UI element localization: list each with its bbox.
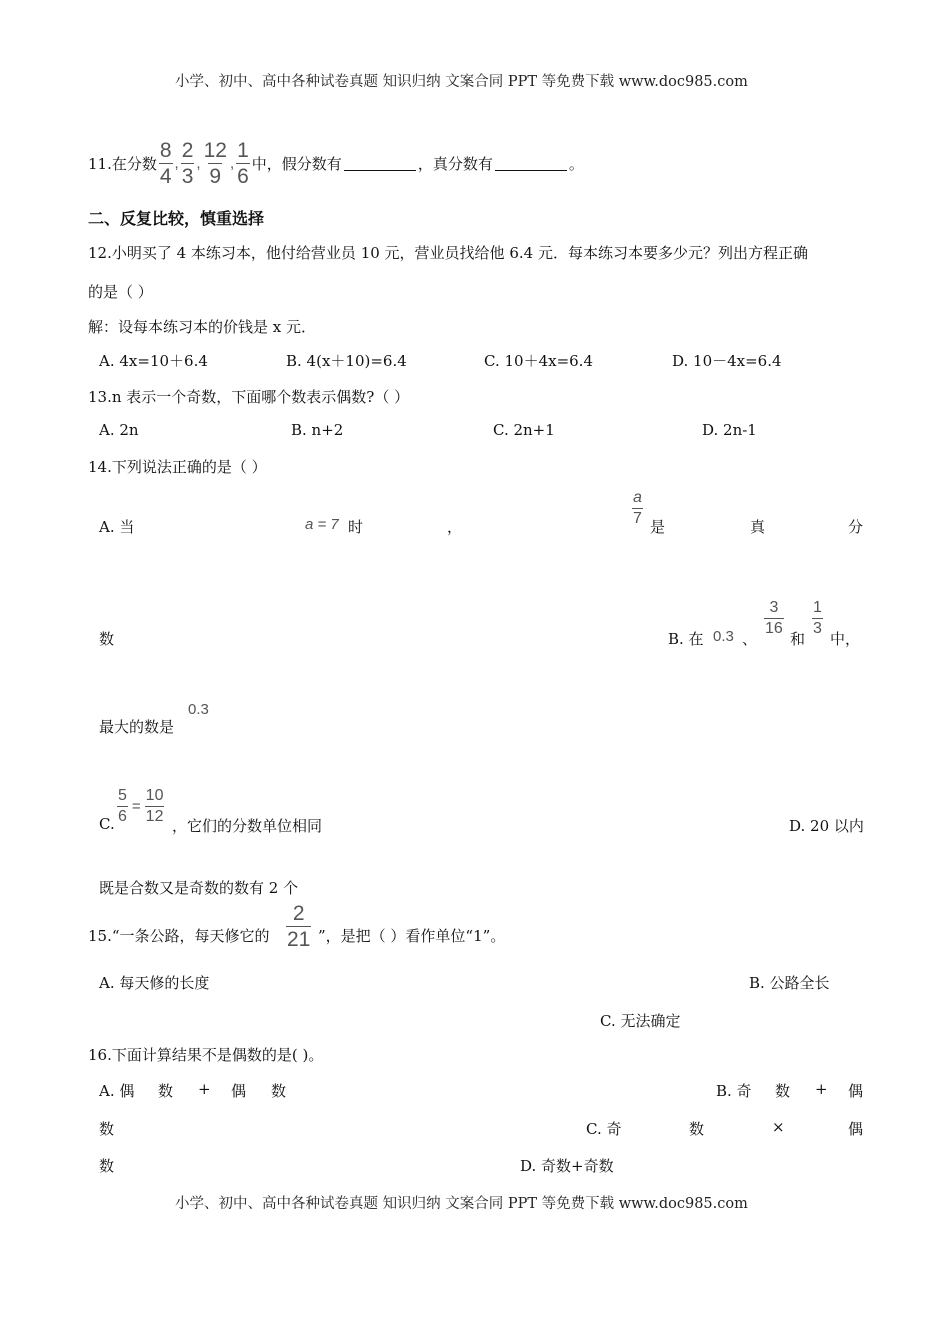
q16-a-part3: + bbox=[198, 1080, 211, 1098]
answer-blank-proper[interactable] bbox=[495, 156, 567, 171]
q16-a-part1[interactable]: A. 偶 bbox=[99, 1082, 135, 1100]
q14-c-equation bbox=[115, 788, 166, 825]
fraction-1-3: $\frac{1}{3}$ bbox=[813, 599, 822, 637]
q14-b-sep: 、 bbox=[742, 630, 758, 648]
fraction-3-16: $\frac{3}{16}$ bbox=[765, 599, 783, 637]
q15-option-a[interactable]: A. 每天修的长度 bbox=[99, 974, 210, 992]
q14-a-zhen: 真 bbox=[750, 518, 766, 536]
fraction-2-3: $\frac{2}{3}$ bbox=[181, 139, 194, 188]
q16-c-part2: 数 bbox=[689, 1120, 705, 1138]
section-title: 二、反复比较，慎重选择 bbox=[88, 209, 265, 228]
q14-b-line2: 最大的数是 bbox=[99, 718, 175, 736]
q14-c-text: ，它们的分数单位相同 bbox=[172, 817, 323, 835]
q13-option-c[interactable]: C. 2n+1 bbox=[493, 421, 555, 439]
q11-end: 。 bbox=[568, 155, 584, 173]
page-header: 小学、初中、高中各种试卷真题 知识归纳 文案合同 PPT 等免费下载 www.doc985.com bbox=[175, 74, 748, 90]
equals-sign: = bbox=[131, 798, 141, 815]
q12-solution: 解：设每本练习本的价钱是 x 元． bbox=[88, 318, 316, 336]
q14-b-mid: 中， bbox=[830, 630, 861, 648]
question-11 bbox=[88, 140, 584, 187]
q11-prefix: 11.在分数 bbox=[88, 155, 157, 173]
q14-option-d-label[interactable]: D. 20 以内 bbox=[789, 817, 864, 835]
q14-a-expr: a = 7 bbox=[305, 516, 339, 533]
q16-c-part4: 偶 bbox=[848, 1120, 864, 1138]
q15-option-b[interactable]: B. 公路全长 bbox=[749, 974, 830, 992]
q14-a-fen: 分 bbox=[848, 518, 864, 536]
q15-suffix: ”，是把（ ）看作单位“1”。 bbox=[318, 927, 506, 945]
q14-a-time: 时 bbox=[348, 518, 364, 536]
q12-stem-line2: 的是（ ） bbox=[88, 283, 153, 301]
q12-option-a[interactable]: A. 4x=10＋6.4 bbox=[99, 352, 208, 370]
q16-c-part3: × bbox=[772, 1118, 785, 1136]
q11-mid2: ，真分数有 bbox=[417, 155, 493, 173]
q16-c-part1[interactable]: C. 奇 bbox=[586, 1120, 622, 1138]
q15-option-c[interactable]: C. 无法确定 bbox=[600, 1012, 681, 1030]
q16-stem: 16.下面计算结果不是偶数的是( )。 bbox=[88, 1046, 324, 1064]
fraction-a-7: $\frac{a}{7}$ bbox=[633, 489, 642, 527]
q14-a-comma: ， bbox=[447, 518, 463, 536]
q14-stem: 14.下列说法正确的是（ ） bbox=[88, 458, 267, 476]
q16-c-shu: 数 bbox=[99, 1157, 115, 1175]
q14-option-a-label[interactable]: A. 当 bbox=[99, 518, 135, 536]
q13-stem: 13.n 表示一个奇数，下面哪个数表示偶数?（ ） bbox=[88, 388, 410, 406]
q12-option-b[interactable]: B. 4(x＋10)=6.4 bbox=[286, 352, 407, 370]
q16-b-part4: 偶 bbox=[848, 1082, 864, 1100]
q13-option-b[interactable]: B. n+2 bbox=[291, 421, 344, 439]
q14-d-line2: 既是合数又是奇数的数有 2 个 bbox=[99, 879, 299, 897]
fraction-1-6: $\frac{1}{6}$ bbox=[237, 139, 249, 188]
answer-blank-improper[interactable] bbox=[344, 156, 416, 171]
q15-prefix: 15.“一条公路，每天修它的 bbox=[88, 927, 270, 945]
fraction-10-12: $\frac{10}{12}$ bbox=[145, 787, 164, 825]
fraction-2-21: $\frac{2}{21}$ bbox=[287, 902, 311, 951]
q14-b-val: 0.3 bbox=[713, 628, 734, 645]
q16-a-part4: 偶 bbox=[231, 1082, 247, 1100]
q13-option-a[interactable]: A. 2n bbox=[99, 421, 139, 439]
q12-option-c[interactable]: C. 10＋4x=6.4 bbox=[484, 352, 593, 370]
q14-a-shu: 数 bbox=[99, 630, 115, 648]
q16-a-part5: 数 bbox=[271, 1082, 287, 1100]
fraction-12-9: $\frac{12}{9}$ bbox=[203, 139, 227, 188]
q13-option-d[interactable]: D. 2n-1 bbox=[702, 421, 757, 439]
q12-stem-line1: 12.小明买了 4 本练习本，他付给营业员 10 元，营业员找给他 6.4 元．每本练习本要多少元？列出方程正确 bbox=[88, 244, 808, 262]
q14-option-b-label[interactable]: B. 在 bbox=[668, 630, 704, 648]
page-footer: 小学、初中、高中各种试卷真题 知识归纳 文案合同 PPT 等免费下载 www.doc985.com bbox=[175, 1196, 748, 1212]
q16-option-d[interactable]: D. 奇数+奇数 bbox=[520, 1157, 614, 1175]
q16-b-part3: + bbox=[815, 1080, 828, 1098]
q14-b-and: 和 bbox=[790, 630, 806, 648]
q14-option-c-label[interactable]: C. bbox=[99, 815, 115, 833]
fraction-5-6: $\frac{5}{6}$ bbox=[118, 787, 127, 825]
q16-b-part1[interactable]: B. 奇 bbox=[716, 1082, 752, 1100]
q16-b-shu: 数 bbox=[99, 1120, 115, 1138]
q11-mid1: 中，假分数有 bbox=[251, 155, 342, 173]
q12-option-d[interactable]: D. 10－4x=6.4 bbox=[672, 352, 782, 370]
q16-a-part2: 数 bbox=[158, 1082, 174, 1100]
q14-a-is: 是 bbox=[650, 518, 666, 536]
q11-sep: , bbox=[174, 155, 179, 172]
q11-sep: , bbox=[196, 155, 201, 172]
q11-sep: , bbox=[229, 155, 235, 172]
q14-b-ans: 0.3 bbox=[188, 701, 209, 718]
fraction-8-4: $\frac{8}{4}$ bbox=[159, 139, 172, 188]
q16-b-part2: 数 bbox=[775, 1082, 791, 1100]
